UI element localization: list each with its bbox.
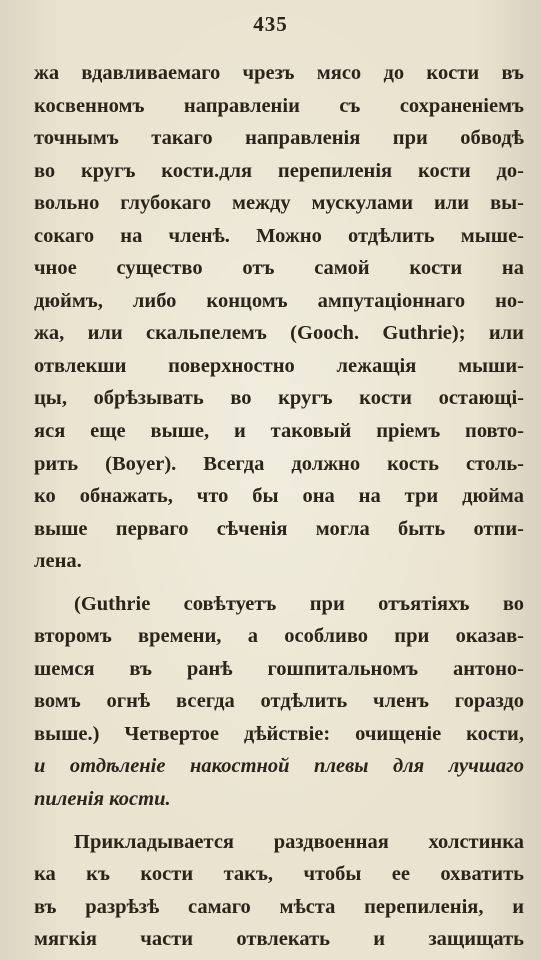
text-line: шемся въ ранѣ гошпитальномъ антоно- — [34, 657, 524, 680]
paragraph-gap — [34, 578, 524, 588]
text-line: пиленія кости. — [34, 788, 171, 811]
text-line: лена. — [34, 550, 82, 573]
text-line: во кругъ кости.для перепиленія кости до- — [34, 159, 524, 182]
text-line: отвлекши поверхностно лежащія мыши- — [34, 354, 524, 377]
paragraph-gap — [34, 816, 524, 826]
text-line: чное существо отъ самой кости на — [34, 257, 524, 280]
text-line: въ разрѣзѣ самаго мѣста перепиленія, и — [34, 895, 524, 918]
text-line: ко обнажать, что бы она на три дюйма — [34, 485, 524, 508]
text-line: (Guthrie совѣтуетъ при отъятіяхъ во — [74, 592, 524, 615]
text-line: вомъ огнѣ всегда отдѣлить членъ гораздо — [34, 690, 524, 713]
text-line: жа вдавливаемаго чрезъ мясо до кости въ — [34, 62, 524, 84]
text-line: яся еще выше, и таковый пріемъ повто- — [34, 420, 524, 443]
text-line: цы, обрѣзывать во кругъ кости остающі- — [34, 387, 524, 410]
text-line: жа, или скальпелемъ (Gooch. Guthrie); или — [34, 322, 524, 345]
text-line: рить (Boyer). Всегда должно кость столь- — [34, 452, 524, 475]
body-text — [34, 57, 524, 956]
text-line: и отдѣленіе накостной плевы для лучшаго — [34, 755, 524, 778]
text-line: ка къ кости такъ, чтобы ее охватить — [34, 863, 524, 886]
text-line: второмъ времени, а особливо при оказав- — [34, 625, 524, 648]
text-line: дюймъ, либо концомъ ампутаціоннаго но- — [34, 289, 524, 312]
text-line: Прикладывается раздвоенная холстинка — [74, 830, 524, 853]
text-line: точнымъ такаго направленія при обводѣ — [34, 127, 524, 150]
text-line: выше перваго сѣченія могла быть отпи- — [34, 517, 524, 540]
text-line: вольно глубокаго между мускулами или вы- — [34, 192, 524, 215]
text-line: косвенномъ направленіи съ сохраненіемъ — [34, 94, 524, 117]
text-line: выше.) Четвертое дѣйствіе: очищеніе кости, — [34, 722, 524, 745]
text-line: мягкія части отвлекать и защищать — [34, 928, 524, 951]
text-line: сокаго на членѣ. Можно отдѣлить мыше- — [34, 224, 524, 247]
page-number: 435 — [253, 12, 288, 36]
